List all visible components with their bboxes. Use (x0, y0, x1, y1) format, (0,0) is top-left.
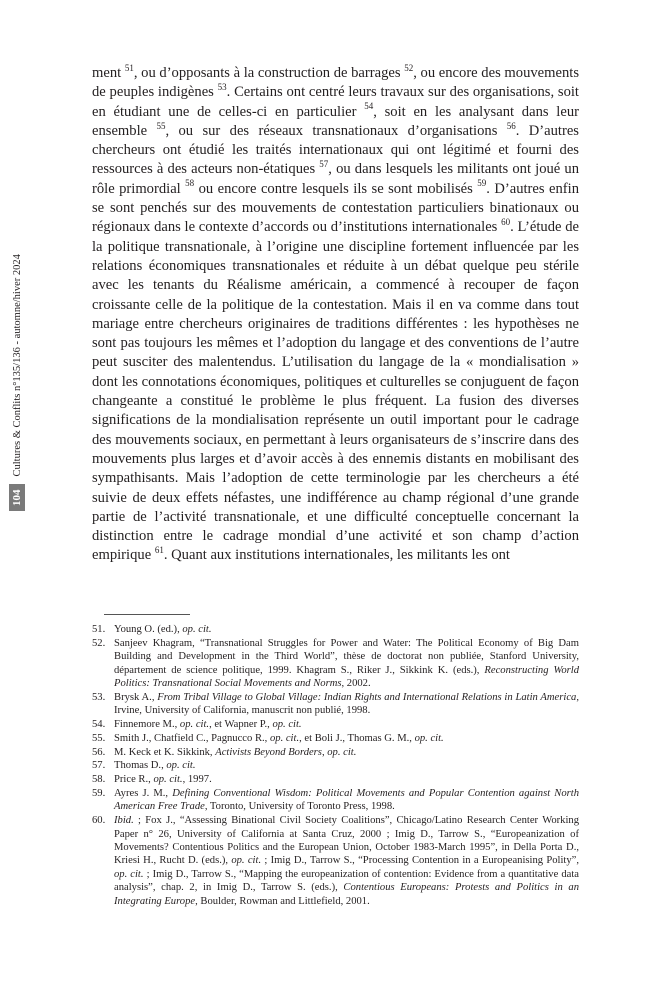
footnote-number: 56. (92, 746, 106, 758)
footnote-text: Ayres J. M., Defining Conventional Wisdom: Political Movements and Popular Contention against North American Free Trade, Toronto, University of Toronto Press, 1998. (114, 788, 579, 813)
footnote-number: 51. (92, 624, 106, 635)
body-paragraph: ment $^{51}$, ou d’opposants à la construction de barrages $^{52}$, ou encore des mouvements de peuples indigènes $^{53}$. Certains ont centré leurs travaux sur des organisations, soit en étudiant une de celles-ci en particulier $^{54}$, soit en les analysant dans leur ensemble $^{55}$, ou sur des réseaux transnationaux d’organisations $^{56}$. D’autres chercheurs ont étudié les traités internationaux qui ont légitimé et fourni des ressources à des acteurs non-étatiques $^{57}$, ou dans lesquels les militants ont joué un rôle primordial $^{58}$ ou encore contre lesquels ils se sont mobilisés $^{59}$. D’autres enfin se sont penchés sur des mouvements de contestation particuliers binationaux ou régionaux dans le contexte d’accords ou d’institutions internationales $^{60}$. L’étude de la politique transnationale, à l’origine une discipline fortement influencée par les relations économiques transnationales et réduite à un débat quelque peu stérile avec les tenants du Réalisme américain, a commencé à recouper de façon croissante celle de la politique de la contestation. Mais il en va comme dans tout mariage entre chercheurs originaires de traditions différentes : les hypothèses ne sont pas toujours les mêmes et l’adoption du langage et des conventions de l’autre peut susciter des malentendus. L’utilisation du langage de la « mondialisation » dont les connotations économiques, politiques et culturelles se conjuguent de façon changeante a constitué le problème le plus fréquent. La fusion des diverses significations de la mondialisation représente un outil important pour le cadrage des mouvements sociaux, en permettant à leurs organisateurs de s’inscrire dans des mouvements plus larges et d’avoir accès à des ennemis distants en mobilisant des sympathisants. Mais l’adoption de cette terminologie par les chercheurs a été suivie de deux effets néfastes, une indifférence au champ régional d’une grande partie de l’activité transnationale, et une difficulté conceptuelle concernant la distinction entre le cadrage mondial d’une activité et son champ d’action empirique $^{61}$. Quant aux institutions internationales, les militants les ont (92, 62, 579, 564)
footnote-text: Ibid. ; Fox J., “Assessing Binational Civil Society Coalitions”, Chicago/Latino Research Center Working Paper n° 26, University of California at Santa Cruz, 2000 ; Imig D., Tarrow S., “Europeanization of Movements? Contentious Politics and the European Union, October 1983-March 1995”, in Della Porta D., Kriesi H., Rucht D. (eds.), op. cit. ; Imig D., Tarrow S., “Processing Contention in a Europeanising Polity”, op. cit. ; Imig D., Tarrow S., “Mapping the europeanization of contention: Evidence from a quantitative data analysis”, chap. 2, in Imig D., Tarrow S. (eds.), Contentious Europeans: Protests and Politics in an Integrating Europe, Boulder, Rowman and Littlefield, 2001. (114, 815, 579, 907)
footnote (92, 637, 579, 691)
footnote (92, 623, 579, 636)
footnote-number: 60. (92, 815, 106, 827)
footnote-text: M. Keck et K. Sikkink, Activists Beyond Borders, op. cit. (114, 746, 357, 758)
footnote-number: 52. (92, 637, 106, 649)
footnote-text: Thomas D., op. cit. (114, 760, 196, 772)
footnote-text: Brysk A., From Tribal Village to Global Village: Indian Rights and International Relations in Latin America, Irvine, University of California, manuscrit non publié, 1998. (114, 691, 579, 717)
footnote (92, 718, 579, 731)
footnotes (92, 623, 579, 908)
footnote (92, 732, 579, 745)
footnote (92, 746, 579, 759)
journal-title: Cultures & Conflits n°135/136 - automne/hiver 2024 (11, 254, 23, 477)
footnote (92, 787, 579, 814)
footnote-text: Young O. (ed.), op. cit. (114, 624, 212, 635)
footnote-text: Finnemore M., op. cit., et Wapner P., op. cit. (114, 719, 302, 731)
footnote (92, 773, 579, 786)
footnote-number: 58. (92, 774, 106, 786)
footnote (92, 691, 579, 718)
page-number: 104 (9, 485, 25, 512)
footnote-number: 53. (92, 691, 106, 703)
footnote-text: Price R., op. cit., 1997. (114, 774, 212, 786)
footnote-number: 57. (92, 760, 106, 772)
body-text (92, 64, 579, 566)
footnote-text: Smith J., Chatfield C., Pagnucco R., op. cit., et Boli J., Thomas G. M., op. cit. (114, 732, 444, 744)
sidebar (6, 246, 28, 511)
footnote-text: Sanjeev Khagram, “Transnational Struggles for Power and Water: The Political Economy of Big Dam Building and Development in the Third World”, thèse de doctorat non publiée, Stanford University, département de science politique, 1999. Khagram S., Riker J., Sikkink K. (eds.), Reconstructing World Politics: Transnational Social Movements and Norms, 2002. (114, 637, 579, 690)
footnote-number: 55. (92, 732, 106, 744)
footnote-number: 54. (92, 719, 106, 731)
footnote (92, 759, 579, 772)
footnote-number: 59. (92, 788, 106, 799)
running-head (6, 246, 28, 511)
footnote-separator (104, 614, 190, 615)
footnote (92, 814, 579, 908)
